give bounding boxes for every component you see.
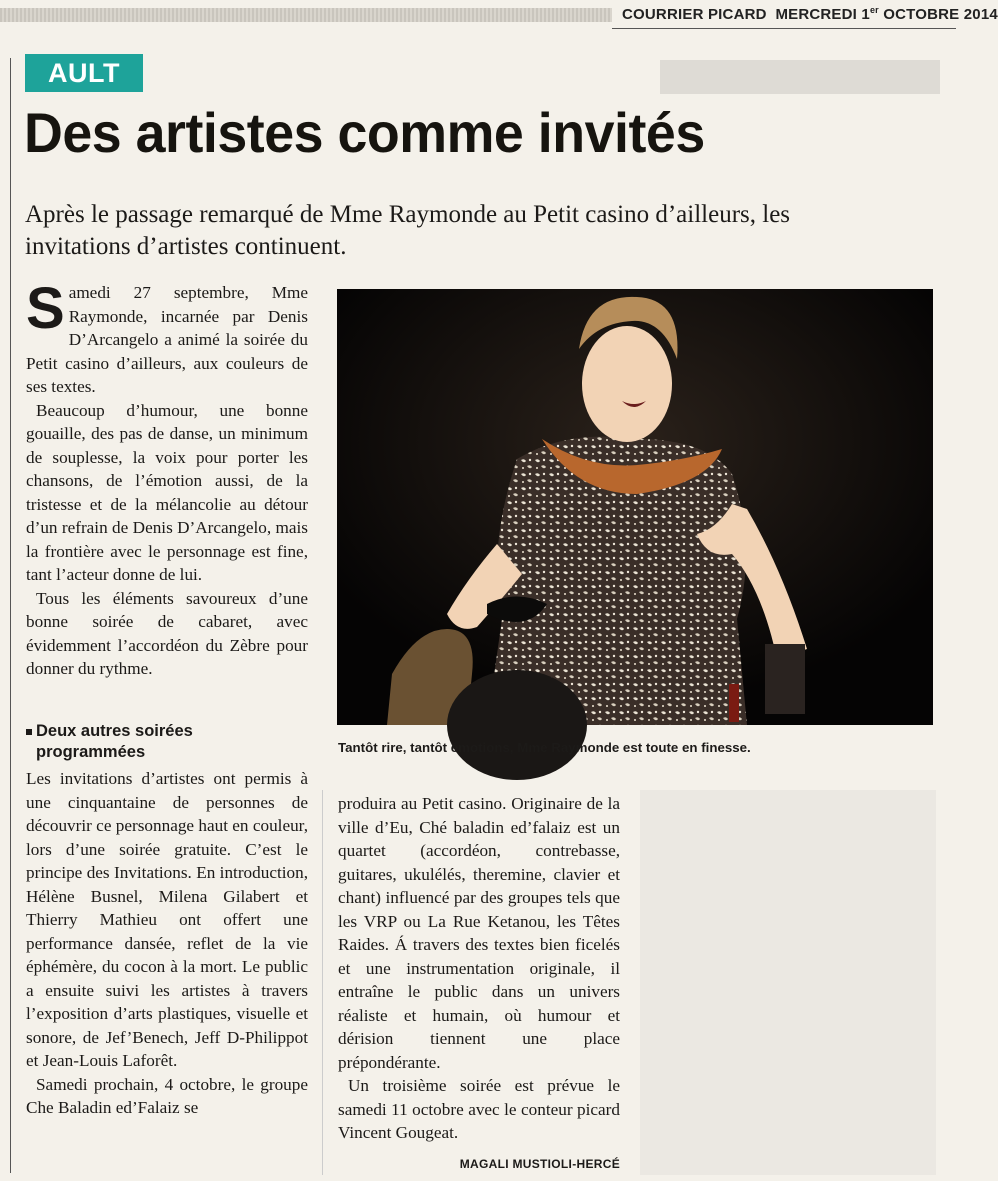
headline: Des artistes comme invités bbox=[24, 101, 705, 164]
dropcap: S bbox=[26, 276, 65, 341]
issue-day-suffix: er bbox=[869, 5, 879, 15]
issue-day: MERCREDI 1 bbox=[775, 6, 870, 23]
byline: MAGALI MUSTIOLI-HERCÉ bbox=[459, 1157, 620, 1171]
paragraph-2: Beaucoup d’humour, une bonne gouaille, des pas de danse, un minimum de souplesse, la voix pour porter les chansons, de l’émotion aussi, de la tristesse et de la mélancolie au détour d’un refrain de Denis D’Arcangelo, mais la frontière avec le personnage est fine, tant l’acteur donne de lui. bbox=[26, 400, 308, 584]
paragraph-6: produira au Petit casino. Originaire de la ville d’Eu, Ché baladin ed’falaiz est un quartet (accordéon, contrebasse, guitares, ukulélés, theremine, clavier et chant) influencé par des groupes tels que les VRP ou La Rue Ketanou, les Têtes Raides. Á travers des textes bien ficelés et une instrumentation originale, il entraîne le public dans un univers réaliste et humain, où humour et dérision tiennent une place prépondérante. bbox=[338, 794, 620, 1072]
paragraph-3: Tous les éléments savoureux d’une bonne soirée de cabaret, avec évidemment l’accordéon du Zèbre pour donner du rythme. bbox=[26, 588, 308, 678]
newspaper-name: COURRIER PICARD bbox=[622, 6, 767, 23]
issue-date-rest: OCTOBRE 2014 bbox=[878, 6, 998, 23]
article-column-3 bbox=[338, 792, 620, 1145]
photo-caption: Tantôt rire, tantôt émotions, Mme Raymonde est toute en finesse. bbox=[338, 740, 751, 755]
section-tag: AULT bbox=[48, 58, 120, 88]
section-heading: Deux autres soirées programmées bbox=[36, 722, 193, 761]
header-rule bbox=[0, 8, 612, 22]
performer-illustration bbox=[337, 289, 933, 725]
bleed-through-box bbox=[660, 60, 940, 94]
paragraph-5: Samedi prochain, 4 octobre, le groupe Che Baladin ed’Falaiz se bbox=[26, 1074, 308, 1117]
paragraph-7: Un troisième soirée est prévue le samedi 11 octobre avec le conteur picard Vincent Gougeat. bbox=[338, 1076, 620, 1142]
blank-area bbox=[640, 790, 936, 1175]
newspaper-header bbox=[622, 5, 998, 23]
article-column-2 bbox=[26, 767, 308, 1120]
section-marker-icon bbox=[26, 729, 32, 735]
paragraph-1: amedi 27 septembre, Mme Raymonde, incarnée par Denis D’Arcangelo a animé la soirée du Petit casino d’ailleurs, aux couleurs de ses textes. bbox=[26, 283, 308, 396]
column-divider bbox=[322, 790, 323, 1175]
paragraph-4: Les invitations d’artistes ont permis à une cinquantaine de personnes de découvrir ce personnage haut en couleur, lors d’une soirée gratuite. C’est le principe des Invitations. En introduction, Hélène Busnel, Milena Gilabert et Thierry Mathieu ont offert une performance dansée, reflet de la vie éphémère, du cocon à la mort. Le public a ensuite suivi les artistes à travers l’exposition d’arts plastiques, visuelle et sonore, de Jef’Benech, Jeff D-Philippot et Jean-Louis Laforêt. bbox=[26, 769, 308, 1070]
article-column-1 bbox=[26, 276, 308, 681]
page-left-border bbox=[10, 58, 11, 1173]
header-underline bbox=[612, 28, 956, 29]
subheadline: Après le passage remarqué de Mme Raymonde au Petit casino d’ailleurs, les invitations d’artistes continuent. bbox=[25, 201, 791, 260]
article-photo bbox=[337, 289, 933, 725]
